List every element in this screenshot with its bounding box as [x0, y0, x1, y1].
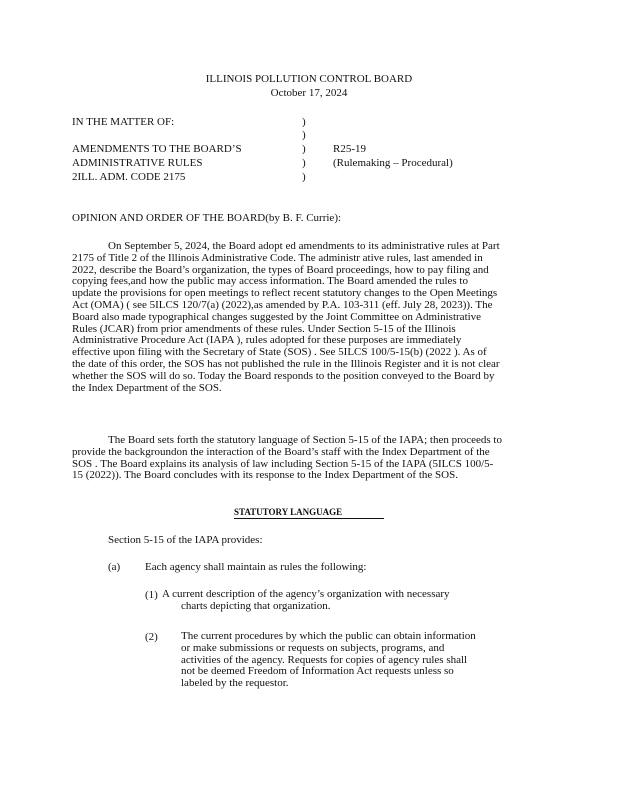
paragraph-line: provide the backgroundon the interaction of the Board’s staff with the Index Department of the — [72, 445, 490, 458]
caption-paren: ) — [302, 116, 306, 128]
section-intro: Section 5-15 of the IAPA provides: — [108, 534, 263, 546]
paragraph-line: 2022, describe the Board’s organization, the types of Board proceedings, how to pay filing and — [72, 263, 489, 276]
paragraph-line: On September 5, 2024, the Board adopt ed amendments to its administrative rules at Part — [108, 240, 500, 252]
paragraph-2 — [72, 435, 540, 482]
document-date: October 17, 2024 — [270, 87, 348, 99]
paragraph-line: copying fees,and how the public may access information. The Board amended the rules to — [72, 275, 468, 288]
caption-paren: ) — [302, 143, 306, 155]
item-line: The current procedures by which the public can obtain information — [181, 630, 476, 642]
item-line: A current description of the agency’s organization with necessary — [162, 588, 450, 600]
caption-matter: IN THE MATTER OF: — [72, 116, 175, 128]
paragraph-line: effective upon filing with the Secretary of State (SOS) . See 5ILCS 100/5-15(b) (2022 ). As of — [72, 346, 487, 359]
paragraph-line: the date of this order, the SOS has not published the rule in the Illinois Register and it is not clear — [72, 357, 500, 370]
caption-paren: ) — [302, 129, 306, 141]
paragraph-1 — [72, 241, 540, 394]
item-line: charts depicting that organization. — [181, 599, 331, 612]
docket-number: R25-19 — [333, 143, 366, 155]
paragraph-line: Rules (JCAR) from prior amendments of these rules. Under Section 5-15 of the Illinois — [72, 322, 456, 335]
item-1-label: (1) — [145, 589, 158, 601]
caption-line-3: 2ILL. ADM. CODE 2175 — [72, 171, 186, 183]
item-line: or make submissions or requests on subjects, programs, and — [181, 641, 445, 654]
paragraph-line: Administrative Procedure Act (IAPA ), rules adopted for these purposes are immediately — [72, 334, 462, 347]
paragraph-line: whether the SOS will do so. Today the Board responds to the position conveyed to the Board by — [72, 369, 495, 382]
item-line: labeled by the requestor. — [181, 677, 289, 690]
paragraph-line: the Index Department of the SOS. — [72, 381, 222, 394]
section-heading — [234, 507, 342, 517]
item-a-label: (a) — [108, 561, 121, 573]
section-heading-text: STATUTORY LANGUAGE — [234, 507, 343, 517]
paragraph-line: Act (OMA) ( see 5ILCS 120/7(a) (2022),as amended by P.A. 103-311 (eff. July 28, 2023)). The — [72, 298, 493, 311]
board-title: ILLINOIS POLLUTION CONTROL BOARD — [205, 73, 413, 85]
item-a-text: Each agency shall maintain as rules the following: — [145, 561, 367, 573]
item-2-text — [181, 631, 476, 690]
paragraph-line: update the provisions for open meetings to reflect recent statutory changes to the Open Meetings — [72, 287, 498, 300]
paragraph-line: The Board sets forth the statutory language of Section 5-15 of the IAPA; then proceeds to — [108, 434, 502, 446]
caption-paren: ) — [302, 157, 306, 169]
opinion-heading: OPINION AND ORDER OF THE BOARD(by B. F. Currie): — [72, 212, 342, 224]
caption-paren: ) — [302, 171, 306, 183]
paragraph-line: SOS . The Board explains its analysis of law including Section 5-15 of the IAPA (5ILCS 100/5- — [72, 457, 494, 470]
item-1-text — [162, 589, 450, 613]
paragraph-line: 15 (2022)). The Board concludes with its response to the Index Department of the SOS. — [72, 469, 458, 482]
caption-line-1: AMENDMENTS TO THE BOARD’S — [72, 143, 242, 155]
item-line: not be deemed Freedom of Information Act requests unless so — [181, 665, 454, 678]
caption-line-2: ADMINISTRATIVE RULES — [72, 157, 203, 169]
paragraph-line: Board also made typographical changes suggested by the Joint Committee on Administrative — [72, 310, 482, 323]
item-2-label: (2) — [145, 631, 158, 643]
item-line: activities of the agency. Requests for copies of agency rules shall — [181, 653, 468, 666]
docket-type: (Rulemaking – Procedural) — [333, 157, 453, 169]
heading-underline — [234, 518, 384, 519]
paragraph-line: 2175 of Title 2 of the Illinois Administrative Code. The administr ative rules, last amended in — [72, 251, 483, 264]
